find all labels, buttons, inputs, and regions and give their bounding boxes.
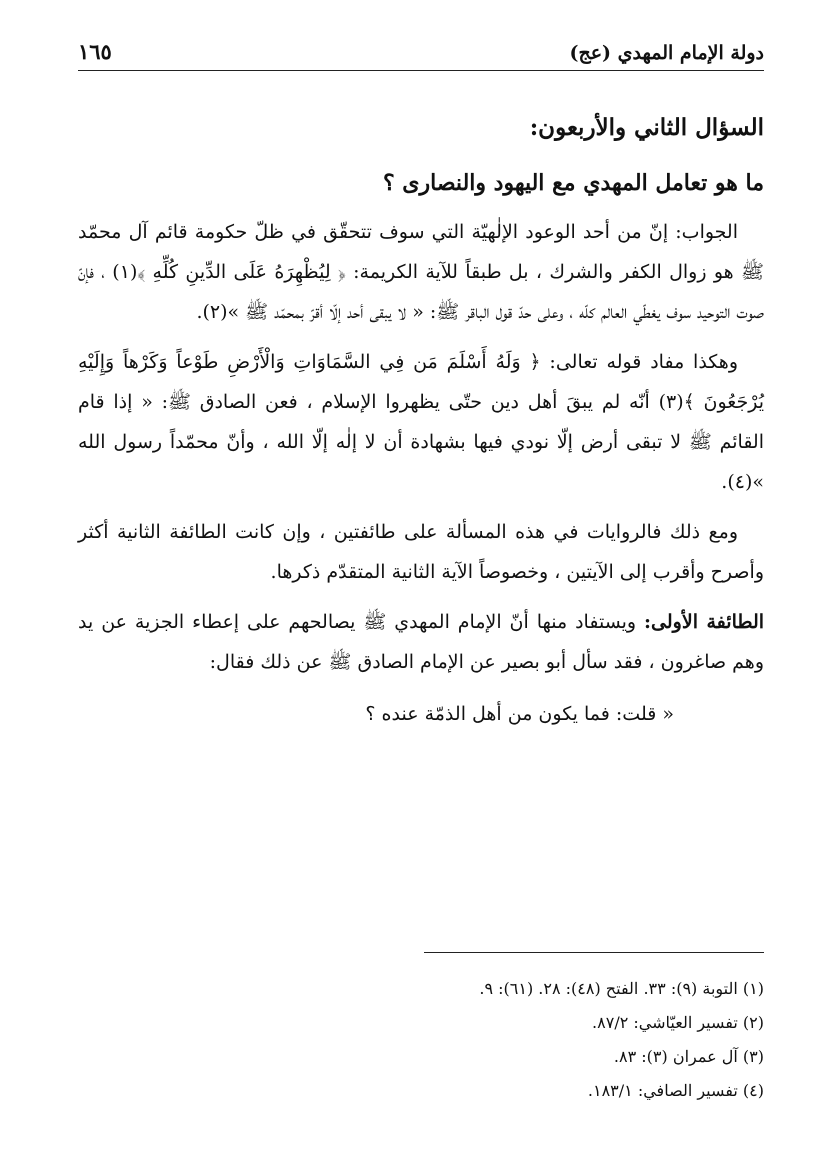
page-number: ١٦٥: [78, 39, 112, 64]
footnote-item: (٣) آل عمران (٣): ٨٣.: [613, 1047, 764, 1066]
paragraph-first-group: [78, 602, 764, 682]
question-subheading: ما هو تعامل المهدي مع اليهود والنصارى ؟: [382, 170, 764, 196]
paragraph-text: وهكذا مفاد قوله تعالى: ﴿ وَلَهُ أَسْلَمَ مَن فِي السَّمَاوَاتِ وَالْأَرْضِ طَوْعاً وَكَرْهاً وَإِلَيْهِ يُرْجَعُونَ ﴾(٣) أنّه لم يبقَ أهل دين حتّى يظهروا الإسلام ، فعن الصادق ﷺ: « إذا قام القائم ﷺ لا تبقى أرض إلّا نودي فيها بشهادة أن لا إلٰه إلّا الله ، وأنّ محمّداً رسول الله »(٤).: [78, 351, 764, 493]
quotation: « قلت: فما يكون من أهل الذمّة عنده ؟: [365, 703, 674, 725]
paragraph-lead: الطائفة الأولى:: [644, 611, 765, 633]
paragraph-text: ومع ذلك فالروايات في هذه المسألة على طائفتين ، وإن كانت الطائفة الثانية أكثر وأصرح وأقرب إلى الآيتين ، وخصوصاً الآية الثانية المتقدّم ذكرها.: [78, 521, 764, 583]
running-header: [78, 30, 764, 71]
book-title: دولة الإمام المهدي (عج): [569, 42, 764, 64]
paragraph-text: الجواب: إنّ من أحد الوعود الإلٰهيّة التي سوف تتحقّق في ظلّ حكومة قائم آل محمّد ﷺ هو زوال الكفر والشرك ، بل طبقاً للآية الكريمة: ﴿ لِيُظْهِرَهُ عَلَى الدِّينِ كُلِّهِ ﴾(١) ، فإنّ صوت التوحيد سوف يغطّي العالم كلّه ، وعلى حدّ قول الباقر ﷺ: « لا يبقى أحد إلّا أقرّ بمحمّد ﷺ »(٢).: [78, 221, 764, 323]
footnote-item: (٢) تفسير العيّاشي: ٨٧/٢.: [592, 1013, 764, 1032]
footnotes: [78, 972, 764, 1108]
paragraph-text: ويستفاد منها أنّ الإمام المهدي ﷺ يصالحهم على إعطاء الجزية عن يد وهم صاغرون ، فقد سأل أبو بصير عن الإمام الصادق ﷺ عن ذلك فقال:: [78, 611, 764, 673]
paragraph-verse: [78, 342, 764, 502]
footnote-item: (٤) تفسير الصافي: ١٨٣/١.: [587, 1081, 764, 1100]
footnote-item: (١) التوبة (٩): ٣٣. الفتح (٤٨): ٢٨. (٦١): ٩.: [479, 979, 764, 998]
paragraph-answer: [78, 212, 764, 332]
main-content: [78, 108, 764, 734]
footnote-divider: [424, 952, 764, 953]
paragraph-narrations: [78, 512, 764, 592]
question-heading: السؤال الثاني والأربعون:: [529, 114, 764, 141]
